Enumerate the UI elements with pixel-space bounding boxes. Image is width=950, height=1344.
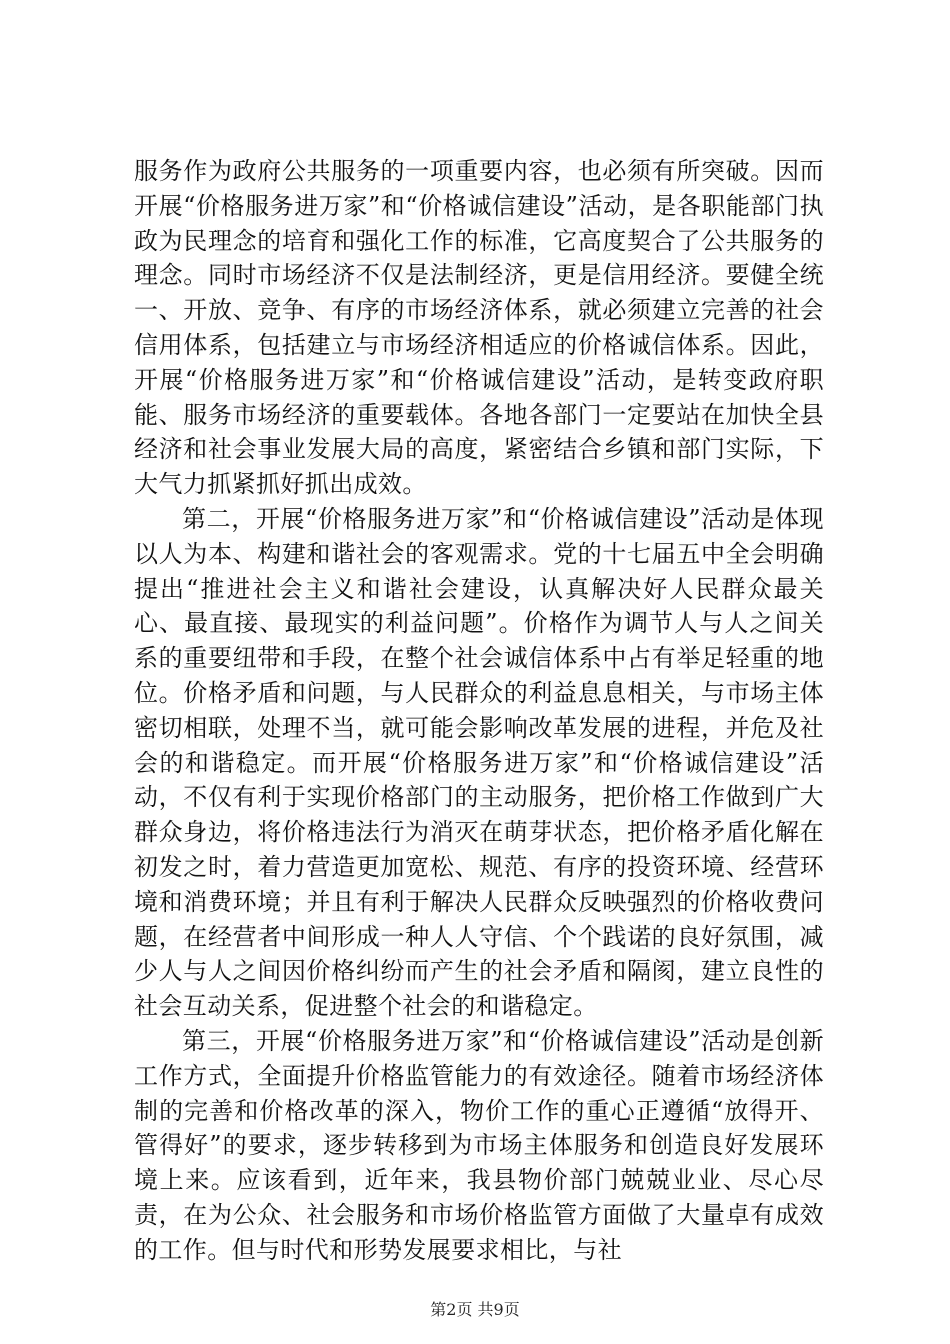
paragraph-3: 第三，开展“价格服务进万家”和“价格诚信建设”活动是创新工作方式，全面提升价格监管能力的有效途径。随着市场经济体制的完善和价格改革的深入，物价工作的重心正遵循“放得开、管得好”的要求，逐步转移到为市场主体服务和创造良好发展环境上来。应该看到，近年来，我县物价部门兢兢业业、尽心尽责，在为公众、社会服务和市场价格监管方面做了大量卓有成效的工作。但与时代和形势发展要求相比，与社 — [134, 1026, 824, 1264]
page-number-label: 第2页 共9页 — [430, 1300, 520, 1319]
paragraph-2: 第二，开展“价格服务进万家”和“价格诚信建设”活动是体现以人为本、构建和谐社会的客观需求。党的十七届五中全会明确提出“推进社会主义和谐社会建设，认真解决好人民群众最关心、最直接、最现实的利益问题”。价格作为调节人与人之间关系的重要纽带和手段，在整个社会诚信体系中占有举足轻重的地位。价格矛盾和问题，与人民群众的利益息息相关，与市场主体密切相联，处理不当，就可能会影响改革发展的进程，并危及社会的和谐稳定。而开展“价格服务进万家”和“价格诚信建设”活动，不仅有利于实现价格部门的主动服务，把价格工作做到广大群众身边，将价格违法行为消灭在萌芽状态，把价格矛盾化解在初发之时，着力营造更加宽松、规范、有序的投资环境、经营环境和消费环境；并且有利于解决人民群众反映强烈的价格收费问题，在经营者中间形成一种人人守信、个个践诺的良好氛围，减少人与人之间因价格纠纷而产生的社会矛盾和隔阂，建立良性的社会互动关系，促进整个社会的和谐稳定。 — [134, 504, 824, 1021]
page-footer — [0, 1297, 950, 1320]
document-body — [134, 154, 824, 1268]
paragraph-1: 服务作为政府公共服务的一项重要内容，也必须有所突破。因而开展“价格服务进万家”和“价格诚信建设”活动，是各职能部门执政为民理念的培育和强化工作的标准，它高度契合了公共服务的理念。同时市场经济不仅是法制经济，更是信用经济。要健全统一、开放、竞争、有序的市场经济体系，就必须建立完善的社会信用体系，包括建立与市场经济相适应的价格诚信体系。因此，开展“价格服务进万家”和“价格诚信建设”活动，是转变政府职能、服务市场经济的重要载体。各地各部门一定要站在加快全县经济和社会事业发展大局的高度，紧密结合乡镇和部门实际，下大气力抓紧抓好抓出成效。 — [134, 157, 824, 499]
